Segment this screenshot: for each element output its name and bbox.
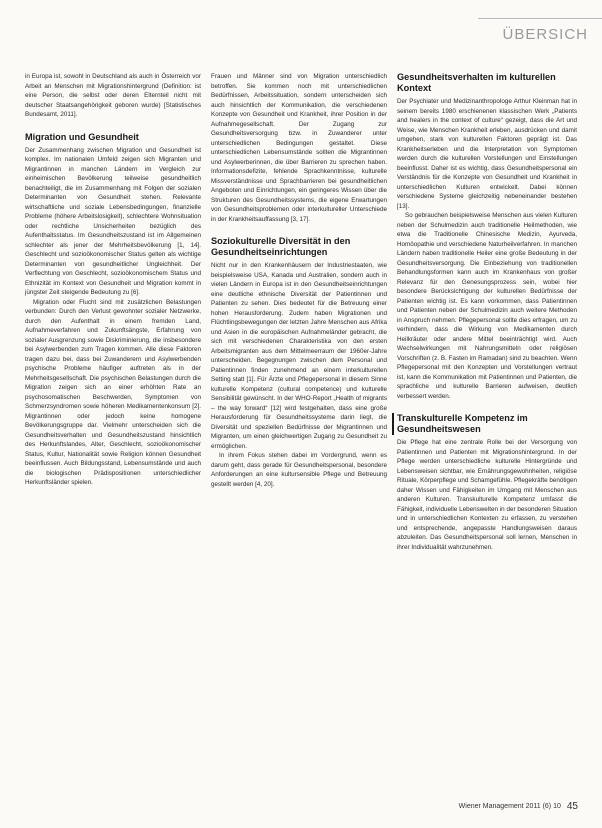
- page-number: 45: [566, 801, 578, 812]
- paragraph: Migration oder Flucht sind mit zusätzlichen Belastungen verbunden: Durch den Verlust gewohnter sozialer Netzwerke, durch den Aufenthalt in einem fremden Land, Aufnahmeverfahren und Zukunftsängste, Erfahrung von sozialer Ausgrenzung sowie Diskriminierung, die insbesondere bei Asylwerbenden zum Tragen kommen. Alle diese Faktoren tragen dazu bei, dass bei Zuwanderern und Asylwerbenden psychische Probleme häufiger auftreten als in der Mehrheitsgesellschaft. Die psychischen Belastungen durch die Migration zeigen sich an einer erhöhten Rate an psychosomatischen Beschwerden, Symptomen von Schmerzsyndromen sowie höheren Medikamentenkonsum [2]. Migrantinnen oder jedoch keine homogene Bevölkerungsgruppe dar. Vielmehr unterscheiden sich die Gesundheitsverhalten und Gesundheitszustand hinsichtlich des Herkunftslandes, Alter, Geschlecht, sozioökonomischer Status, Kultur, Nationalität sowie Religion können Gesundheit beeinflussen. Auch Bildungsstand, Lebensumstände und auch die biologischen Prädispositionen unterschiedlicher Herkunftsländer spielen.: [25, 298, 201, 486]
- heading-gesundheitsverhalten: Gesundheitsverhalten im kulturellen Kontext: [397, 72, 556, 93]
- paragraph: Frauen und Männer sind von Migration unterschiedlich betroffen. Sie kommen noch mit unterschiedlichen Bedürfnissen, Arbeitssituation, sondern unterscheiden sich auch hinsichtlich der Kommunikation, die verschiedenen Konzepte von Gesundheit und Krankheit, ihrer Position in der Aufnahmegesellschaft. Der Zugang zur Gesundheitsversorgung bzw. in Zuwanderer unter unterschiedlichen Bedingungen gestaltet. Diese unterschiedlichen Lebensumstände sollten die Migrantinnen und Asylwerberinnen, die über Barrieren zu sprechen haben. Informationsdefizite, fehlende Sprachkenntnisse, kulturelle Missverständnisse und Sprachbarrieren bei gesundheitlichen Angeboten und Einrichtungen, ein geringeres Wissen über die Strukturen des Gesundheitssystems, die eigene Erwartungen von Gesundheitsproblemen oder interkultureller Unterschiede in der Krankheitsauffassung [3, 17].: [211, 73, 387, 223]
- paragraph: Nicht nur in den Krankenhäusern der Industriestaaten, wie beispielsweise USA, Kanada und Australien, sondern auch in vielen Ländern in Europa ist in den Gesundheitseinrichtungen eine deutliche ethnische Diversität der Patientinnen und Patienten zu sehen. Dies bedeutet für die Betreuung einer hohen Herausforderung. Zudem haben Migrationen und Flüchtlingsbewegungen der letzten Jahre Menschen aus Afrika und Asien in die europäischen Aufnahmeländer gebracht, die sich mit verschiedenen Charakteristika von den ersten Arbeitsmigranten aus dem Mittelmeerraum der 1960er-Jahre unterscheiden. Begegnungen zwischen dem Personal und Patientinnen finden zunehmend an einem interkulturellen Setting statt [1]. Für Ärzte und Pflegepersonal in diesem Sinne kulturelle Kompetenz (cultural competence) und kulturelle Sensibilität gewünscht. In der WHO-Report „Health of migrants – the way forward“ [12] wird festgehalten, dass eine große Herausforderung für Gesundheitssysteme darin liegt, die Diversität und speziellen Bedürfnisse der Migrantinnen und Migranten, um einen gleichwertigen Zugang zu Gesundheit zu ermöglichen.: [211, 262, 387, 450]
- paragraph: in Europa ist, sowohl in Deutschland als auch in Österreich vor Arbeit an Menschen mit Migrationshintergrund (Definition: ist eine Person, die selbst oder deren Elternteil nicht mit deutscher Staatsangehörigkeit geboren wurde) [Statistisches Bundesamt, 2011].: [25, 73, 201, 118]
- paragraph: In ihrem Fokus stehen dabei im Vordergrund, wenn es darum geht, dass gerade für Gesundheitspersonal, besondere Anforderungen an eine kultursensible Pflege und Betreuung gestellt werden [4, 20].: [211, 452, 387, 488]
- paragraph: Die Pflege hat eine zentrale Rolle bei der Versorgung von Patientinnen und Patienten mit Migrationshintergrund. In der Pflege werden unterschiedliche kulturelle Hintergründe und Lebensweisen sichtbar, wie Ernährungsgewohnheiten, religiöse Rituale, Körperpflege und Schamgefühle. Pflegekräfte benötigen daher Wissen und Fähigkeiten im Umgang mit Menschen aus anderen Kulturen. Transkulturelle Kompetenz umfasst die Fähigkeit, individuelle Lebenswelten in der besonderen Situation und in unterschiedlichen Kontexten zu erfassen, zu verstehen und entsprechende, angepasste Handlungsweisen daraus abzuleiten. Das Gesundheitspersonal soll lernen, Menschen in ihrer Individualität wahrzunehmen.: [397, 439, 577, 551]
- column-2: [211, 72, 387, 489]
- paragraph: So gebrauchen beispielsweise Menschen aus vielen Kulturen neben der Schulmedizin auch traditionelle Heilmethoden, wie etwa die Traditionelle Chinesische Medizin, Ayurveda, Homöopathie und verschiedene Naturheilverfahren. In manchen Ländern haben traditionelle Heiler eine große Bedeutung in der Gesundheitsversorgung. Die Einbeziehung von traditionellen Behandlungsformen kann auch im Krankenhaus von großer Relevanz für den Genesungsprozess sein, wobei hier besondere Berücksichtigung der kulturellen Bedürfnisse der Patienten wichtig ist. Es kann vorkommen, dass Patientinnen und Patienten neben der Schulmedizin auch weitere Methoden in Anspruch nehmen. Pflegepersonal sollte dies erfragen, um zu verhindern, dass die Wirkung von Medikamenten durch Heilkräuter oder andere Mittel beeinträchtigt wird. Auch Wechselwirkungen mit Nahrungsmitteln oder religiösen Vorschriften (z. B. Fasten im Ramadan) sind zu beachten. Wenn Pflegepersonal mit den Konzepten und Vorstellungen vertraut ist, kann die Kommunikation mit Patientinnen und Patienten, die sprachliche und kulturelle Barrieren aufweisen, deutlich verbessert werden.: [397, 212, 577, 400]
- column-1: [25, 72, 201, 488]
- heading-migration-gesundheit: Migration und Gesundheit: [25, 131, 139, 142]
- heading-transkulturelle-kompetenz: Transkulturelle Kompetenz im Gesundheitswesen: [392, 413, 577, 435]
- column-3: [397, 72, 577, 552]
- heading-soziokulturelle-diversitaet: Soziokulturelle Diversität in den Gesundheitseinrichtungen: [211, 236, 351, 257]
- paragraph: Der Zusammenhang zwischen Migration und Gesundheit ist komplex. Im nationalen Umfeld zeigen sich Migranten und Migrantinnen in manchen Ländern im Vergleich zur einheimischen Bevölkerung teilweise gesundheitlich benachteiligt, die im Zusammenhang mit Folgen der sozialen Determinanten von Gesundheit stehen. Relevante wirtschaftliche und soziale Lebensbedingungen, finanzielle Probleme (höhere Arbeitslosigkeit), schlechtere Wohnsituation oder rechtliche Unsicherheiten bezüglich des Aufenthaltsstatus. Im Gesundheitszustand ist im Allgemeinen schlechter als jener der Mehrheitsbevölkerung [1, 14]. Geschlecht und sozioökonomischer Status gelten als wichtige Determinanten von gesundheitlicher Ungleichheit. Der Verflechtung von Geschlecht, sozioökonomischem Status und Ethnizität im Kontext von Gesundheit und Migration kommt in jüngster Zeit steigende Bedeutung zu [6].: [25, 146, 201, 296]
- section-header: ÜBERSICH: [502, 26, 588, 43]
- paragraph: Der Psychiater und Medizinanthropologe Arthur Kleinman hat in seinem bereits 1980 erschienenen klassischen Werk „Patients and healers in the context of culture“ gezeigt, dass die Art und Weise, wie Menschen Krankheit erleben, ausdrücken und damit umgehen, stark von kulturellen Faktoren geprägt ist. Das Krankheitserleben und die Interpretation von Symptomen werden durch die kulturellen Vorstellungen und Einstellungen beeinflusst. Daher ist es wichtig, dass Gesundheitspersonal ein Verständnis für die Konzepte von Gesundheit und Krankheit in unterschiedlichen Kulturen entwickelt. Dabei können verschiedene Systeme gleichzeitig nebeneinander bestehen [13].: [397, 98, 577, 210]
- journal-name: Wiener Management 2011 (6) 10: [458, 803, 561, 810]
- page-footer: [459, 801, 578, 812]
